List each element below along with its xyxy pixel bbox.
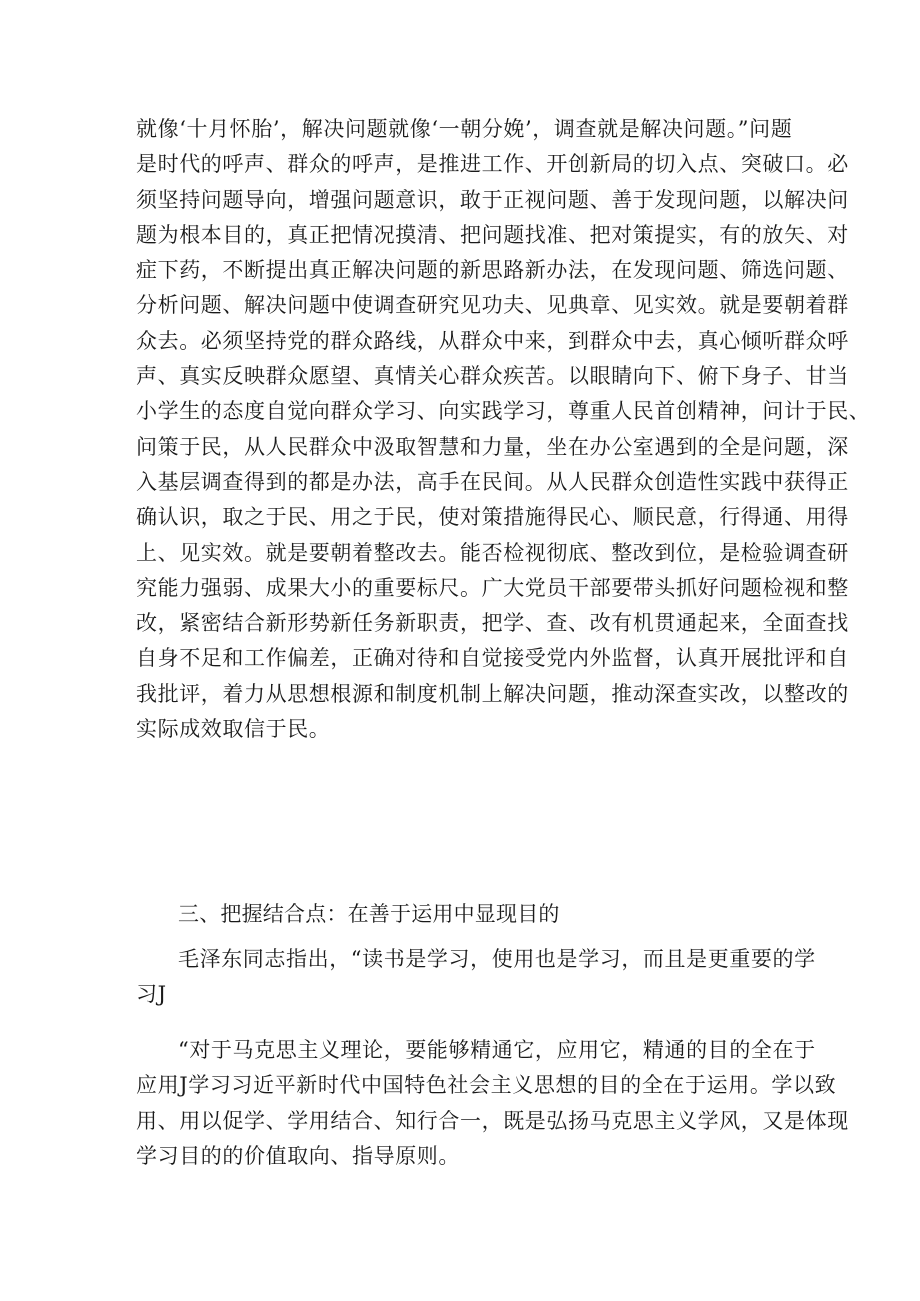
- text-line: 须坚持问题导向，增强问题意识，敢于正视问题、善于发现问题，以解决问: [136, 187, 849, 212]
- text-line: 分析问题、解决问题中使调查研究见功夫、见典章、见实效。就是要朝着群: [136, 293, 849, 318]
- section-heading: 三、把握结合点：在善于运用中显现目的: [178, 902, 560, 926]
- text-line: 应用J学习习近平新时代中国特色社会主义思想的目的全在于运用。学以致: [136, 1073, 837, 1098]
- text-line: 就像‘十月怀胎’，解决问题就像‘一朝分娩’，调查就是解决问题。”问题: [136, 117, 793, 141]
- text-line: 问策于民，从人民群众中汲取智慧和力量，坐在办公室遇到的全是问题，深: [136, 434, 849, 459]
- text-line: 自身不足和工作偏差，正确对待和自觉接受党内外监督，认真开展批评和自: [136, 646, 849, 671]
- text-line: 习J: [136, 982, 167, 1007]
- text-line: 上、见实效。就是要朝着整改去。能否检视彻底、整改到位，是检验调查研: [136, 540, 849, 565]
- paragraph-mao-quote: [136, 942, 816, 1013]
- text-line: “对于马克思主义理论，要能够精通它，应用它，精通的目的全在于: [178, 1038, 816, 1062]
- text-line: 毛泽东同志指出，“读书是学习，使用也是学习，而且是更重要的学: [178, 947, 816, 971]
- text-line: 确认识，取之于民、用之于民，使对策措施得民心、顺民意，行得通、用得: [136, 505, 849, 530]
- text-line: 改，紧密结合新形势新任务新职责，把学、查、改有机贯通起来，全面查找: [136, 611, 849, 636]
- text-line: 声、真实反映群众愿望、真情关心群众疾苦。以眼睛向下、俯下身子、甘当: [136, 364, 849, 389]
- text-line: 症下药，不断提出真正解决问题的新思路新办法，在发现问题、筛选问题、: [136, 258, 849, 283]
- text-line: 入基层调查得到的都是办法，高手在民间。从人民群众创造性实践中获得正: [136, 469, 849, 494]
- text-line: 是时代的呼声、群众的呼声，是推进工作、开创新局的切入点、突破口。必: [136, 152, 849, 177]
- text-line: 究能力强弱、成果大小的重要标尺。广大党员干部要带头抓好问题检视和整: [136, 575, 849, 600]
- text-line: 用、用以促学、学用结合、知行合一，既是弘扬马克思主义学风，又是体现: [136, 1108, 849, 1133]
- text-line: 众去。必须坚持党的群众路线，从群众中来，到群众中去，真心倾听群众呼: [136, 328, 849, 353]
- text-line: 学习目的的价值取向、指导原则。: [136, 1143, 460, 1168]
- text-line: 实际成效取信于民。: [136, 717, 331, 742]
- text-line: 小学生的态度自觉向群众学习、向实践学习，尊重人民首创精神，问计于民、: [136, 399, 871, 424]
- paragraph-theory-application: [136, 1033, 849, 1174]
- paragraph-problem-oriented: [136, 112, 871, 747]
- text-line: 题为根本目的，真正把情况摸清、把问题找准、把对策提实，有的放矢、对: [136, 222, 849, 247]
- text-line: 我批评，着力从思想根源和制度机制上解决问题，推动深查实改，以整改的: [136, 681, 849, 706]
